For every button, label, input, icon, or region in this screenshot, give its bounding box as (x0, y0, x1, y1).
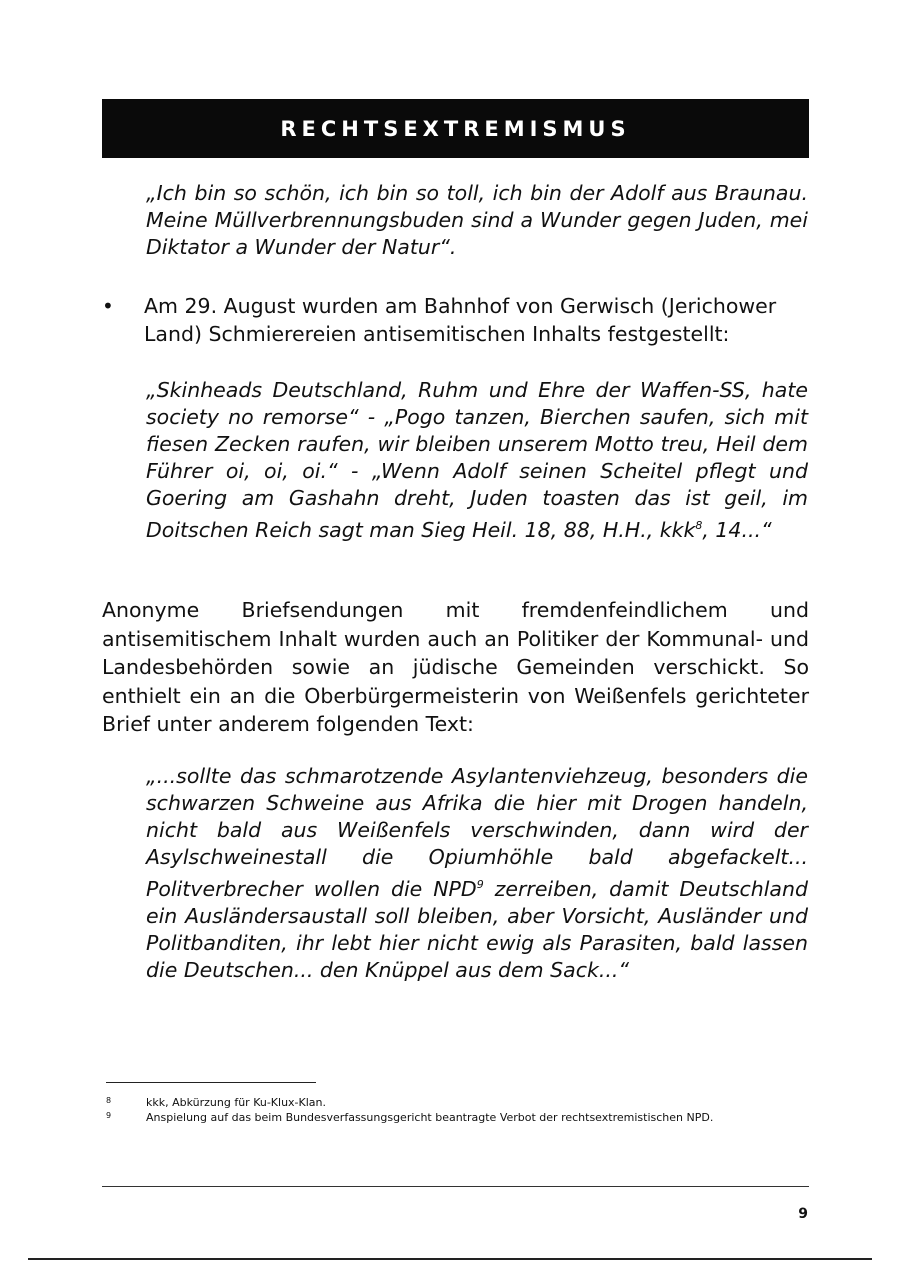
bullet-text: Am 29. August wurden am Bahnhof von Gerwisch (Jerichower Land) Schmierereien antisemitischen Inhalts festgestellt: (144, 294, 777, 346)
section-title: RECHTSEXTREMISMUS (280, 116, 631, 141)
footnote-divider (106, 1082, 316, 1083)
footnote-ref: 8 (695, 519, 703, 532)
quote-text: „Ich bin so schön, ich bin so toll, ich bin der Adolf aus Braunau. Meine Müllverbrennungsbuden sind a Wunder gegen Juden, mei Diktator a Wunder der Natur“. (146, 181, 808, 259)
footnote-ref: 9 (476, 878, 484, 891)
quote-block-3 (146, 763, 808, 984)
footnote-mark: 9 (106, 1111, 112, 1120)
body-paragraph (102, 596, 809, 739)
page-bottom-edge (28, 1258, 872, 1260)
footer-divider (102, 1186, 809, 1187)
section-header (102, 99, 809, 158)
footnote-mark: 8 (106, 1096, 112, 1105)
quote-text-end: zerreiben, damit Deutschland ein Ausländersaustall soll bleiben, aber Vorsicht, Ausländer und Politbanditen, ihr lebt hier nicht ewig als Parasiten, bald lassen die Deutschen... den Knüppel aus dem Sack...“ (146, 876, 808, 982)
footnote-text: Anspielung auf das beim Bundesverfassungsgericht beantragte Verbot der rechtsextremistischen NPD. (146, 1111, 714, 1124)
paragraph-text: Anonyme Briefsendungen mit fremdenfeindlichem und antisemitischem Inhalt wurden auch an Politiker der Kommunal- und Landesbehörden sowie an jüdische Gemeinden verschickt. So enthielt ein an die Oberbürgermeisterin von Weißenfels gerichteter Brief unter anderem folgenden Text: (102, 598, 809, 736)
quote-block-1 (146, 180, 808, 261)
quote-text: „...sollte das schmarotzende Asylantenviehzeug, besonders die schwarzen Schweine aus Afrika die hier mit Drogen handeln, nicht bald aus Weißenfels verschwinden, dann wird der Asylschweinestall die Opiumhöhle bald abgefackelt... Politverbrecher wollen die NPD (146, 764, 808, 901)
bullet-marker: • (102, 294, 114, 318)
quote-text: „Skinheads Deutschland, Ruhm und Ehre der Waffen-SS, hate society no remorse“ - „Pogo tanzen, Bierchen saufen, sich mit fiesen Zecken raufen, wir bleiben unserem Motto treu, Heil dem Führer oi, oi, oi.“ - „Wenn Adolf seinen Scheitel pflegt und Goering am Gashahn dreht, Juden toasten das ist geil, im Doitschen Reich sagt man Sieg Heil. 18, 88, H.H., kkk (146, 378, 808, 542)
quote-block-2 (146, 377, 808, 544)
page-number: 9 (798, 1206, 808, 1222)
quote-text-end: , 14...“ (702, 517, 772, 542)
footnote-text: kkk, Abkürzung für Ku-Klux-Klan. (146, 1096, 327, 1109)
